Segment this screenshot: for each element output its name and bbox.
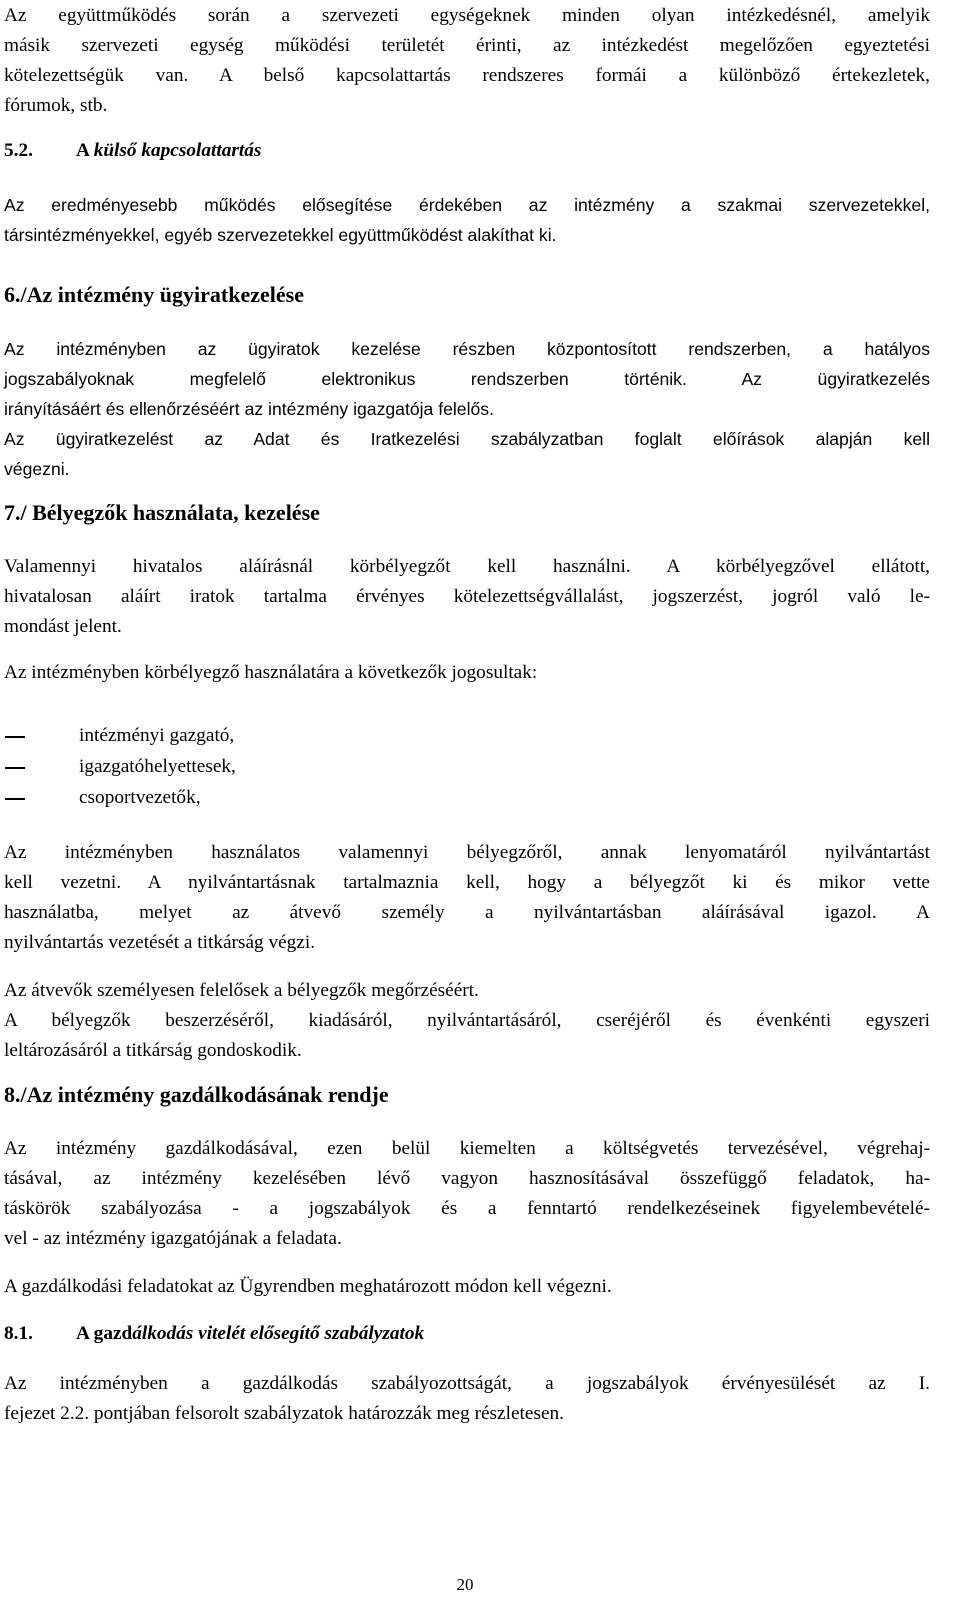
text-line: jogszabályoknak megfelelő elektronikus rendszerben történik. Az ügyiratkezelés bbox=[4, 369, 930, 389]
intro-paragraph bbox=[4, 1, 930, 121]
document-page bbox=[4, 0, 930, 1429]
section-8-1-paragraph bbox=[4, 1369, 930, 1429]
section-7-paragraph-1 bbox=[4, 552, 930, 642]
section-5-2-paragraph bbox=[4, 190, 930, 250]
section-8-1-heading bbox=[4, 1319, 930, 1349]
section-8-paragraph-2: A gazdálkodási feladatokat az Ügyrendben meghatározott módon kell végezni. bbox=[4, 1276, 612, 1297]
heading-italic-text: külső kapcsolattartás bbox=[93, 140, 262, 161]
page-number: 20 bbox=[456, 1575, 474, 1594]
text-line: táskörök szabályozása - a jogszabályok és a fenntartó rendelkezéseinek figyelembevételé- bbox=[4, 1198, 930, 1219]
authorized-list bbox=[4, 720, 930, 813]
heading-text: A gazd bbox=[76, 1323, 133, 1344]
text-line: Az intézményben az ügyiratok kezelése részben központosított rendszerben, a hatályos bbox=[4, 339, 930, 359]
text-line: mondást jelent. bbox=[4, 616, 122, 637]
section-8-paragraph-1 bbox=[4, 1134, 930, 1254]
text-line: kötelezettségük van. A belső kapcsolattartás rendszeres formái a különböző értekezletek, bbox=[4, 65, 930, 86]
text-line: Az ügyiratkezelést az Adat és Iratkezelési szabályzatban foglalt előírások alapján kell bbox=[4, 429, 930, 449]
text-line: tásával, az intézmény kezelésében lévő vagyon hasznosításával összefüggő feladatok, ha- bbox=[4, 1168, 930, 1189]
section-8-heading: 8./Az intézmény gazdálkodásának rendje bbox=[4, 1082, 389, 1107]
text-line: A bélyegzők beszerzéséről, kiadásáról, nyilvántartásáról, cseréjéről és évenkénti egyszeri bbox=[4, 1010, 930, 1031]
section-5-2-heading bbox=[4, 136, 930, 166]
text-line: irányításáért és ellenőrzéséért az intézmény igazgatója felelős. bbox=[4, 399, 494, 419]
section-6-paragraph bbox=[4, 334, 930, 484]
text-line: vel - az intézmény igazgatójának a feladata. bbox=[4, 1228, 342, 1249]
text-line: másik szervezeti egység működési területét érinti, az intézkedést megelőzően egyeztetési bbox=[4, 35, 930, 56]
text-line: kell vezetni. A nyilvántartásnak tartalmaznia kell, hogy a bélyegzőt ki és mikor vette bbox=[4, 872, 930, 893]
list-item: csoportvezetők, bbox=[4, 782, 930, 813]
section-6-heading: 6./Az intézmény ügyiratkezelése bbox=[4, 282, 304, 307]
text-line: leltározásáról a titkárság gondoskodik. bbox=[4, 1040, 302, 1061]
text-line: hivatalosan aláírt iratok tartalma érvényes kötelezettségvállalást, jogszerzést, jogról való le- bbox=[4, 586, 930, 607]
section-7-paragraph-3 bbox=[4, 838, 930, 958]
text-line: Valamennyi hivatalos aláírásnál körbélyegzőt kell használni. A körbélyegzővel ellátott, bbox=[4, 556, 930, 577]
text-line: fórumok, stb. bbox=[4, 95, 108, 116]
text-line: Az eredményesebb működés elősegítése érdekében az intézmény a szakmai szervezetekkel, bbox=[4, 195, 930, 215]
section-7-paragraph-4 bbox=[4, 976, 930, 1066]
text-line: nyilvántartás vezetését a titkárság végzi. bbox=[4, 932, 316, 953]
heading-text: A bbox=[76, 140, 94, 161]
list-item: intézményi gazgató, bbox=[4, 720, 930, 751]
section-7-paragraph-2: Az intézményben körbélyegző használatára a következők jogosultak: bbox=[4, 662, 538, 683]
section-number: 5.2. bbox=[4, 140, 33, 161]
text-line: Az együttműködés során a szervezeti egységeknek minden olyan intézkedésnél, amelyik bbox=[4, 5, 930, 26]
section-number: 8.1. bbox=[4, 1323, 33, 1344]
text-line: végezni. bbox=[4, 459, 70, 479]
text-line: Az intézmény gazdálkodásával, ezen belül kiemelten a költségvetés tervezésével, végrehaj- bbox=[4, 1138, 930, 1159]
text-line: Az intézményben használatos valamennyi bélyegzőről, annak lenyomatáról nyilvántartást bbox=[4, 842, 930, 863]
text-line: Az átvevők személyesen felelősek a bélyegzők megőrzéséért. bbox=[4, 980, 479, 1001]
heading-italic-text: álkodás vitelét elősegítő szabályzatok bbox=[132, 1323, 425, 1344]
text-line: Az intézményben a gazdálkodás szabályozottságát, a jogszabályok érvényesülését az I. bbox=[4, 1373, 930, 1394]
text-line: használatba, melyet az átvevő személy a nyilvántartásban aláírásával igazol. A bbox=[4, 902, 930, 923]
list-item: igazgatóhelyettesek, bbox=[4, 751, 930, 782]
section-7-heading: 7./ Bélyegzők használata, kezelése bbox=[4, 500, 320, 525]
text-line: fejezet 2.2. pontjában felsorolt szabályzatok határozzák meg részletesen. bbox=[4, 1403, 564, 1424]
text-line: társintézményekkel, egyéb szervezetekkel együttműködést alakíthat ki. bbox=[4, 225, 557, 245]
